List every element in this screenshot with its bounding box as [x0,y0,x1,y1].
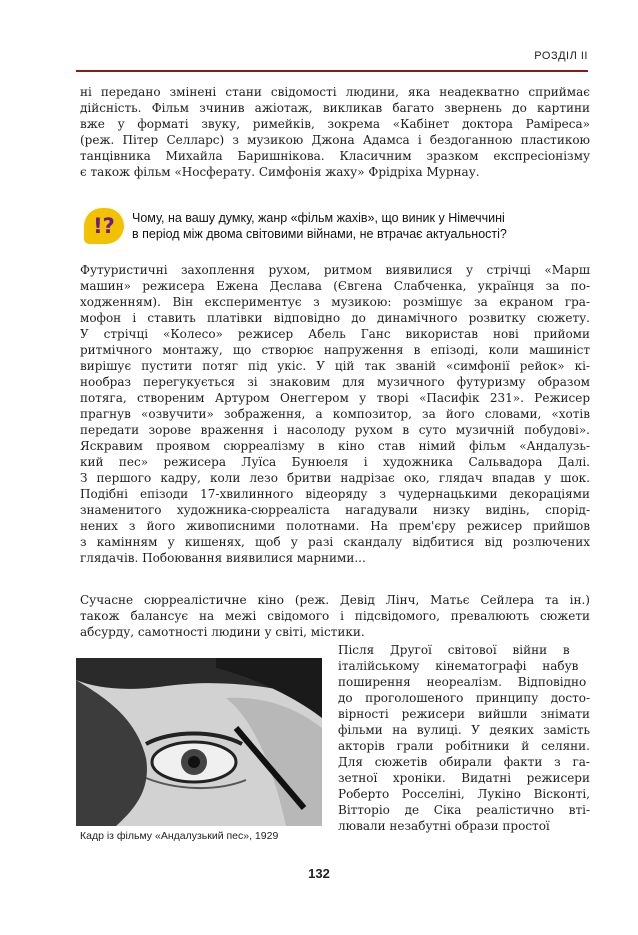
text-line: абсурду, самотності людини у світі, містики. [80,625,365,639]
paragraph-futurism-surrealism [80,262,590,566]
film-still-drawing [76,658,322,826]
paragraph-modern-surrealism [80,592,590,640]
text-line: прагнув «озвучити» зображення, а композитор, за його словами, «хотів [80,407,590,421]
text-line: знаменитого художника-сюрреаліста нагадували низку видінь, спорід- [80,503,590,517]
text-line: глядачів. Побоювання виявилися марними... [80,551,366,565]
section-label: РОЗДІЛ ІІ [534,50,588,62]
text-line: вірності режисери вийшли знімати [338,707,590,721]
text-line: зетної хроніки. Видатні режисери [338,771,590,785]
text-line: італійському кінематографі набув [338,659,579,673]
text-line: є також фільм «Носферату. Симфонія жаху» Фрідріха Мурнау. [80,165,480,179]
text-line: Вітторіо де Сіка реалістично вті- [338,803,590,817]
text-line: акторів грали робітники й селяни. [338,739,590,753]
text-line: машин» режисера Ежена Деслава (Євгена Слабченка, українця за по- [80,279,590,293]
text-line: вже у форматі звуку, римейків, зокрема «Кабінет доктора Раміреса» [80,117,590,131]
text-line: танцівника Михайла Баришнікова. Класичним зразком експресіонізму [80,149,590,163]
text-line: потяга, створеним Артуром Онеггером у творі «Пасифік 231». Режисер [80,391,590,405]
film-still-image [76,658,322,826]
text-line: З першого кадру, коли лезо бритви надрізає око, глядач впадав у шок. [80,471,590,485]
text-line: Яскравим проявом сюрреалізму в кіно став німий фільм «Андалузь- [80,439,590,453]
text-line: ходженням). Він експериментує з музикою: розмішує за екраном гра- [80,295,590,309]
page-header [76,38,588,74]
text-line: також балансує на межі свідомого і підсвідомого, превалюють сюжети [80,609,590,623]
text-line: Після Другої світової війни в [338,643,570,657]
question-line: в період між двома світовими війнами, не втрачає актуальності? [132,227,507,241]
text-line: ні передано змінені стани свідомості людини, яка неадекватно сприймає [80,85,590,99]
text-line: дійсність. Фільм зчинив ажіотаж, викликав багато звернень до картини [80,101,590,115]
text-line: Роберто Росселіні, Лукіно Вісконті, [338,787,590,801]
text-line: мофон і ставить платівки відповідно до динамічного розвитку сюжету. [80,311,590,325]
question-box [84,204,590,250]
text-line: (реж. Пітер Селларс) з музикою Джона Адамса і бездоганною пластикою [80,133,590,147]
text-line: лювали незабутні образи простої [338,819,550,833]
text-line: до проголошеного принципу досто- [338,691,590,705]
text-line: поширення неореалізм. Відповідно [338,675,587,689]
paragraph-expressionism [80,84,590,180]
header-rule [76,70,588,72]
paragraph-neorealism [338,642,590,834]
question-text [132,210,590,242]
text-line: кий пес» режисера Луїса Бунюеля і художника Сальвадора Далі. [80,455,590,469]
text-line: У стрічці «Колесо» режисер Абель Ганс використав нові прийоми [80,327,590,341]
text-line: ритмічного монтажу, що створює напруження в епізоді, коли машиніст [80,343,590,357]
text-line: вирішує пустити потяг під укіс. У цій так званій «симфонії рейок» кі- [80,359,590,373]
text-line: Сучасне сюрреалістичне кіно (реж. Девід Лінч, Матьє Сейлера та ін.) [80,593,590,607]
text-line: нених з його живописними полотнами. На прем'єру режисер прийшов [80,519,590,533]
text-line: з камінням у кишенях, щоб у разі скандалу відбитися від розлючених [80,535,590,549]
question-line: Чому, на вашу думку, жанр «фільм жахів», що виник у Німеччині [132,211,505,225]
text-line: фільми на вулиці. У деяких замість [338,723,590,737]
text-line: нообраз перегукується зі знаковим для музичного футуризму образом [80,375,590,389]
page-number: 132 [308,866,330,881]
text-line: Подібні епізоди 17-хвилинного відеоряду з чудернацькими декораціями [80,487,590,501]
question-exclamation-icon [84,208,124,244]
question-icon-glyph: !? [93,214,115,238]
text-line: Футуристичні захоплення рухом, ритмом виявилися у стрічці «Марш [80,263,590,277]
text-line: Для сюжетів обирали факти з га- [338,755,590,769]
figure-caption: Кадр із фільму «Андалузький пес», 1929 [80,830,279,842]
text-line: передати зорове враження і насолоду рухом в суто музичній побудові». [80,423,590,437]
